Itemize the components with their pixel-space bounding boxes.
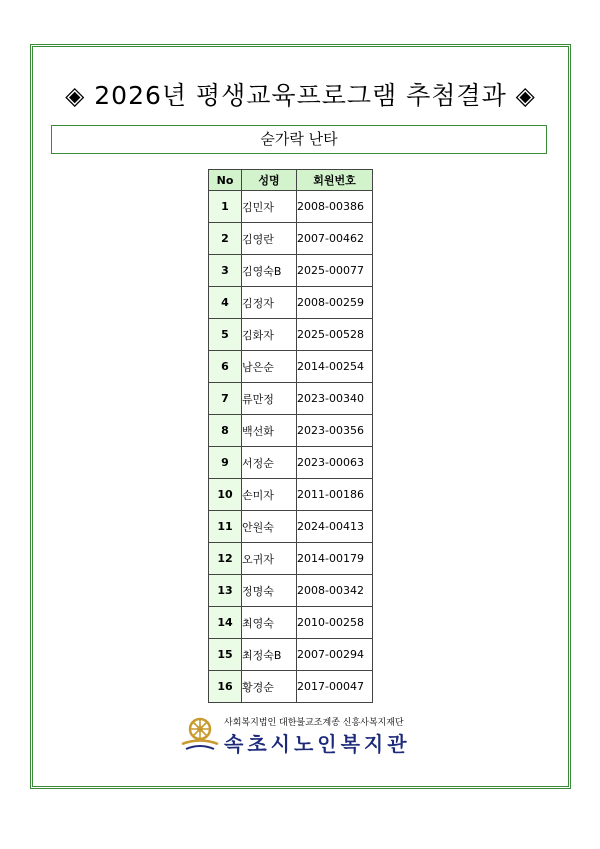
member-id: 2007-00294	[297, 639, 373, 671]
row-number: 14	[209, 607, 242, 639]
row-number: 11	[209, 511, 242, 543]
table-row	[209, 223, 373, 255]
table-row	[209, 607, 373, 639]
row-number: 9	[209, 447, 242, 479]
table-row	[209, 287, 373, 319]
row-number: 4	[209, 287, 242, 319]
row-number: 7	[209, 383, 242, 415]
table-row	[209, 255, 373, 287]
member-name: 황경순	[242, 671, 297, 703]
table-row	[209, 383, 373, 415]
column-header-name: 성명	[242, 170, 297, 191]
row-number: 13	[209, 575, 242, 607]
member-id: 2011-00186	[297, 479, 373, 511]
row-number: 2	[209, 223, 242, 255]
member-id: 2014-00179	[297, 543, 373, 575]
table-row	[209, 671, 373, 703]
member-id: 2008-00259	[297, 287, 373, 319]
member-id: 2025-00077	[297, 255, 373, 287]
row-number: 8	[209, 415, 242, 447]
table-row	[209, 415, 373, 447]
member-id: 2008-00386	[297, 191, 373, 223]
member-id: 2024-00413	[297, 511, 373, 543]
member-name: 류만정	[242, 383, 297, 415]
member-id: 2010-00258	[297, 607, 373, 639]
member-name: 김영란	[242, 223, 297, 255]
member-id: 2023-00340	[297, 383, 373, 415]
table-row	[209, 575, 373, 607]
member-name: 남은순	[242, 351, 297, 383]
member-id: 2023-00356	[297, 415, 373, 447]
member-name: 서정순	[242, 447, 297, 479]
row-number: 5	[209, 319, 242, 351]
member-name: 오귀자	[242, 543, 297, 575]
member-name: 안원숙	[242, 511, 297, 543]
member-id: 2008-00342	[297, 575, 373, 607]
row-number: 15	[209, 639, 242, 671]
member-name: 김영숙B	[242, 255, 297, 287]
table-header-row	[209, 170, 373, 191]
table-row	[209, 639, 373, 671]
member-name: 최정숙B	[242, 639, 297, 671]
table-row	[209, 319, 373, 351]
member-name: 김화자	[242, 319, 297, 351]
center-name: 속초시노인복지관	[224, 732, 411, 756]
row-number: 6	[209, 351, 242, 383]
row-number: 3	[209, 255, 242, 287]
row-number: 1	[209, 191, 242, 223]
table-row	[209, 543, 373, 575]
program-name-box: 숟가락 난타	[51, 125, 547, 154]
member-name: 김정자	[242, 287, 297, 319]
table-row	[209, 479, 373, 511]
page-title: ◈ 2026년 평생교육프로그램 추첨결과 ◈	[65, 81, 536, 110]
member-id: 2014-00254	[297, 351, 373, 383]
table-row	[209, 447, 373, 479]
column-header-no: No	[209, 170, 242, 191]
row-number: 12	[209, 543, 242, 575]
member-name: 김민자	[242, 191, 297, 223]
table-row	[209, 351, 373, 383]
table-row	[209, 511, 373, 543]
member-id: 2023-00063	[297, 447, 373, 479]
member-id: 2025-00528	[297, 319, 373, 351]
foundation-name: 사회복지법인 대한불교조계종 신흥사복지재단	[224, 718, 404, 728]
member-name: 정명숙	[242, 575, 297, 607]
lottery-results-table	[208, 169, 373, 703]
table-row	[209, 191, 373, 223]
dharma-wheel-lotus-icon	[180, 715, 220, 755]
member-name: 손미자	[242, 479, 297, 511]
row-number: 16	[209, 671, 242, 703]
member-id: 2007-00462	[297, 223, 373, 255]
footer-logo	[180, 713, 440, 757]
column-header-member-id: 회원번호	[297, 170, 373, 191]
member-name: 최영숙	[242, 607, 297, 639]
member-name: 백선화	[242, 415, 297, 447]
member-id: 2017-00047	[297, 671, 373, 703]
row-number: 10	[209, 479, 242, 511]
